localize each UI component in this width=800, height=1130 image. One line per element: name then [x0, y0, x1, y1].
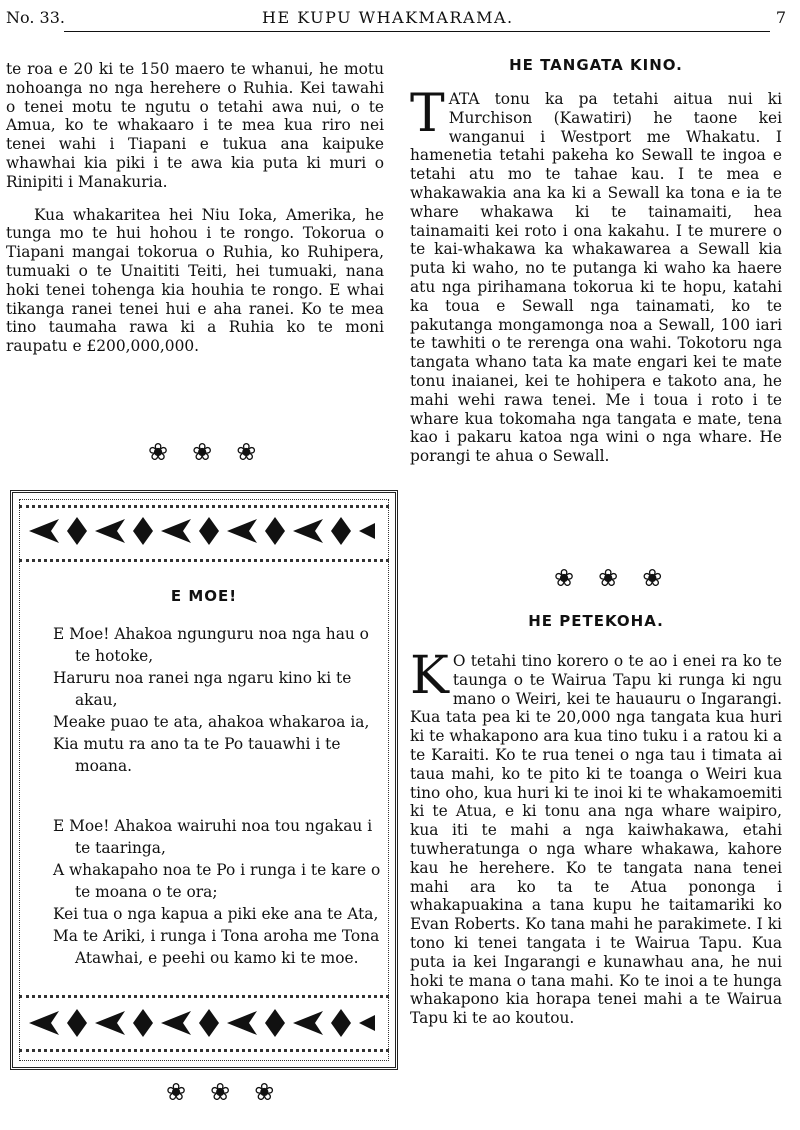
- page-header: [6, 6, 792, 32]
- ornament-divider-right: [554, 566, 662, 590]
- flower-ornament-icon: ❀: [254, 1078, 275, 1106]
- article-2-body: O tetahi tino korero o te ao i enei ra ko te taunga o te Wairua Tapu ki runga ki ngu mano o Weiri, kei te hauauru o Ingarangi. Kua tata pea ki te 20,000 nga tangata kua huri ki te whakapono ara kua tino tuku i a ratou ki a te Karaiti. Ko te rua tenei o nga tau i timata ai taua mahi, ko te pito ki te toanga o Weiri kua tino oho, kua huri ki te inoi ki te whakamoemiti ki te Atua, e ki tonu ana nga whare waipiro, kua iti te mahi a nga kaiwhakawa, etahi tuwheratunga o nga whare whakawa, kahore kau he herehere. Ko te tangata nana tenei mahi ara ko ta te Atua pononga i whakapuakina a tana kupu he taitamariki ko Evan Roberts. Ko tana mahi he parakimete. I ki tono ki tenei tangata i te Wairua Tapu. Kua puta ia kei Ingarangi e kunawhau ana, he nui hoki te mana o tana mahi. Ko te inoi a te hunga whakapono kia horapa tenei mahi a te Wairua Tapu ki te ao koutou.: [410, 652, 782, 1028]
- article-1-body: ATA tonu ka pa tetahi aitua nui ki Murchison (Kawatiri) he taone kei wanganui i Westport me Whakatu. I hamenetia tetahi pakeha ko Sewall te ingoa e tetahi atu mo te tahae kau. I te mea e whakawakia ana ka ki a Sewall ka tona e ia te whare whakawa ki te tainamaiti, hea tainamaiti kei roto i ona kakahu. I te murere o te kai-whakawa ka whakawarea a Sewall kia puta ki waho, no te putanga ki waho ka haere atu nga pirihamana tokorua ki te hopu, katahi ka toua e Sewall nga tainamati, ko te pakutanga mongamonga noa a Sewall, 100 iari te tawhiti o te rerenga ona wahi. Tokotoru nga tangata whano tata ka mate engari kei te mate tonu inaianei, kei te hohipera e takoto ana, he mahi wehi rawa tenei. Me i toua i roto i te whare kua tokomaha nga tangata e mate, tena kao i pakaru katoa nga wini o nga whare. He porangi te ahua o Sewall.: [410, 90, 782, 466]
- fern-border-bottom: [29, 1005, 375, 1041]
- dotted-rule: [19, 559, 389, 562]
- drop-cap: K: [410, 646, 449, 706]
- fern-border-top: [29, 513, 375, 549]
- dotted-rule: [19, 995, 389, 998]
- publication-title: HE KUPU WHAKMARAMA.: [262, 8, 514, 27]
- poem-line: Meake puao te ata, ahakoa whakaroa ia,: [53, 713, 370, 731]
- header-rule: [64, 31, 770, 32]
- flower-ornament-icon: ❀: [236, 438, 257, 466]
- fern-pattern-icon: [29, 1005, 375, 1041]
- flower-ornament-icon: ❀: [554, 564, 575, 592]
- flower-ornament-icon: ❀: [642, 564, 663, 592]
- drop-cap: T: [410, 84, 445, 144]
- poem-title: E MOE!: [170, 587, 238, 605]
- article-title-2: HE PETEKOHA.: [528, 612, 664, 630]
- flower-ornament-icon: ❀: [598, 564, 619, 592]
- poem-line: A whakapaho noa te Po i runga i te kare o te moana o te ora;: [53, 861, 381, 901]
- article-title-1: HE TANGATA KINO.: [509, 56, 683, 74]
- poem-line: E Moe! Ahakoa ngunguru noa nga hau o te hotoke,: [53, 625, 369, 665]
- ornament-divider-bottom: [166, 1080, 274, 1104]
- page-number: 7: [775, 8, 786, 27]
- issue-number: No. 33.: [6, 8, 65, 27]
- poem-inner-border: [19, 499, 389, 1061]
- poem-stanza-2: [53, 815, 383, 969]
- fern-pattern-icon: [29, 513, 375, 549]
- right-article-2: [410, 646, 782, 1028]
- dotted-rule: [19, 505, 389, 508]
- poem-line: Kia mutu ra ano ta te Po tauawhi i te moana.: [53, 735, 341, 775]
- dotted-rule: [19, 1049, 389, 1052]
- poem-stanza-1: [53, 623, 383, 777]
- left-paragraph-2: Kua whakaritea hei Niu Ioka, Amerika, he tunga mo te hui hohou i te rongo. Tokorua o Tiapani mangai tokorua o Ruhia, ko Ruhipera, tumuaki o te Unaititi Teiti, hei tumuaki, nana hoki tenei tohenga kia houhia te rongo. E whai tikanga ranei tenei hui e aha ranei. Ko te mea tino taumaha rawa ki a Ruhia ko te moni raupatu e £200,000,000.: [6, 205, 384, 356]
- poem-line: E Moe! Ahakoa wairuhi noa tou ngakau i te taaringa,: [53, 817, 373, 857]
- flower-ornament-icon: ❀: [210, 1078, 231, 1106]
- left-paragraph-1: te roa e 20 ki te 150 maero te whanui, he motu nohoanga no nga herehere o Ruhia. Kei tawahi o tenei motu te ngutu o tetahi awa nui, o te Amua, ko te whakaaro i te mea kua riro nei tenei wahi i Tiapani e tukua ana kaipuke whawhai kia piki i te awa kia puta ki muri o Rinipiti i Manakuria.: [6, 60, 384, 191]
- poem-line: Haruru noa ranei nga ngaru kino ki te akau,: [53, 669, 352, 709]
- right-article-1: [410, 84, 782, 466]
- poem-line: Ma te Ariki, i runga i Tona aroha me Tona Atawhai, e peehi ou kamo ki te moe.: [53, 927, 380, 967]
- flower-ornament-icon: ❀: [192, 438, 213, 466]
- left-article: [6, 60, 384, 356]
- ornament-divider-left: [148, 440, 256, 464]
- poem-line: Kei tua o nga kapua a piki eke ana te Ata,: [53, 905, 379, 923]
- flower-ornament-icon: ❀: [148, 438, 169, 466]
- poem-box: [10, 490, 398, 1070]
- flower-ornament-icon: ❀: [166, 1078, 187, 1106]
